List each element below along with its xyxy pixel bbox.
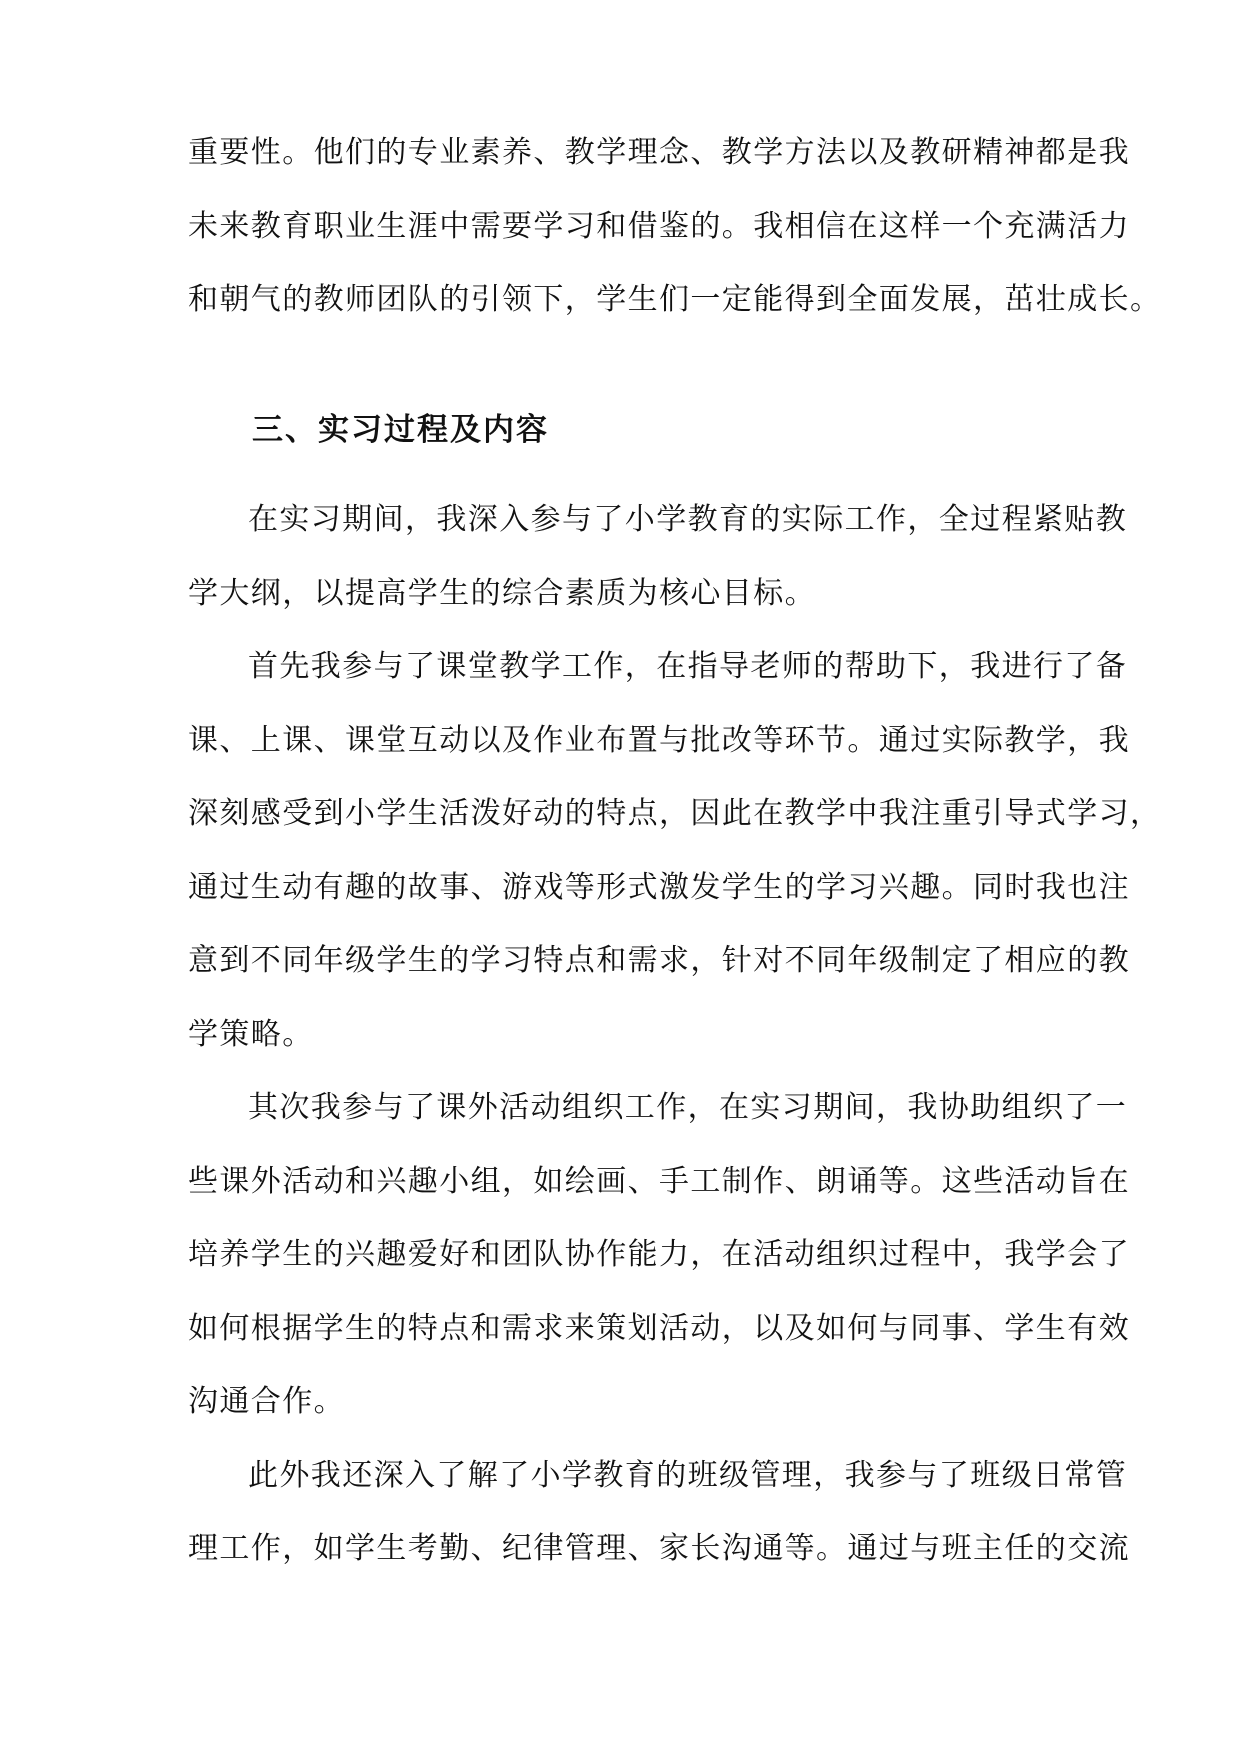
text-line: 理工作，如学生考勤、纪律管理、家长沟通等。通过与班主任的交流 — [188, 1531, 1130, 1566]
text-line: 课、上课、课堂互动以及作业布置与批改等环节。通过实际教学，我 — [188, 722, 1130, 758]
section-heading: 三、实习过程及内容 — [252, 412, 549, 448]
text-line: 培养学生的兴趣爱好和团队协作能力，在活动组织过程中，我学会了 — [188, 1237, 1130, 1272]
text-line: 深刻感受到小学生活泼好动的特点，因此在教学中我注重引导式学习， — [188, 796, 1162, 831]
text-line: 学策略。 — [188, 1016, 314, 1052]
body-text — [188, 483, 1162, 1586]
text-line: 重要性。他们的专业素养、教学理念、教学方法以及教研精神都是我 — [188, 135, 1130, 170]
paragraph-first-line: 首先我参与了课堂教学工作，在指导老师的帮助下，我进行了备 — [248, 649, 1128, 684]
text-line: 些课外活动和兴趣小组，如绘画、手工制作、朗诵等。这些活动旨在 — [188, 1163, 1130, 1199]
intro-paragraph — [188, 116, 1162, 337]
text-line: 通过生动有趣的故事、游戏等形式激发学生的学习兴趣。同时我也注 — [188, 869, 1130, 905]
text-line: 和朝气的教师团队的引领下，学生们一定能得到全面发展，茁壮成长。 — [188, 282, 1162, 317]
paragraph-first-line: 在实习期间，我深入参与了小学教育的实际工作，全过程紧贴教 — [248, 502, 1128, 537]
text-line: 如何根据学生的特点和需求来策划活动，以及如何与同事、学生有效 — [188, 1310, 1130, 1346]
text-line: 未来教育职业生涯中需要学习和借鉴的。我相信在这样一个充满活力 — [188, 208, 1130, 244]
text-line: 学大纲，以提高学生的综合素质为核心目标。 — [188, 575, 816, 611]
text-line: 沟通合作。 — [188, 1384, 345, 1419]
paragraph-first-line: 其次我参与了课外活动组织工作，在实习期间，我协助组织了一 — [248, 1090, 1128, 1125]
paragraph-first-line: 此外我还深入了解了小学教育的班级管理，我参与了班级日常管 — [248, 1457, 1128, 1493]
text-line: 意到不同年级学生的学习特点和需求，针对不同年级制定了相应的教 — [188, 943, 1130, 978]
